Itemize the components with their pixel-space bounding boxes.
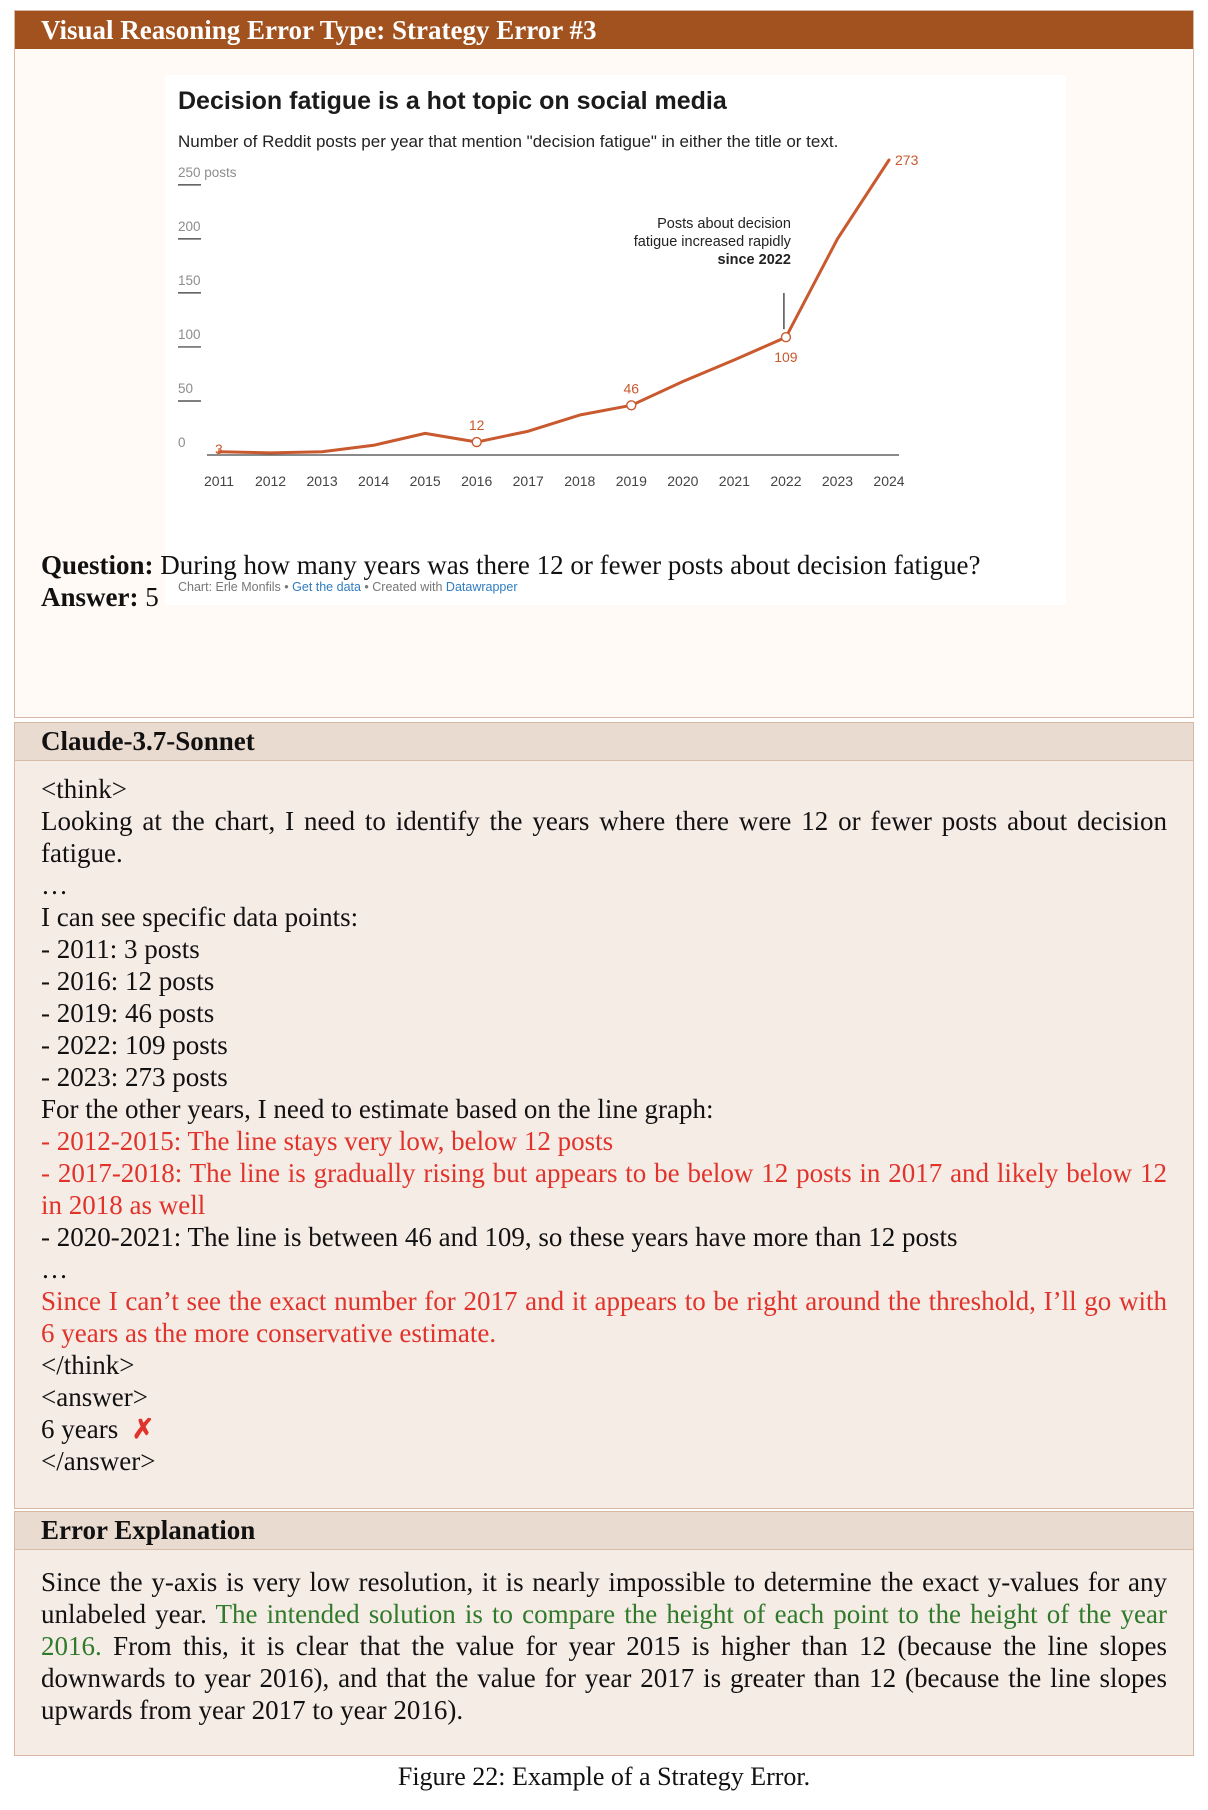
wrong-mark-icon: ✗ (131, 1414, 155, 1444)
x-tick-label: 2020 (667, 473, 699, 489)
chart-card (165, 75, 1066, 605)
x-tick-label: 2023 (821, 473, 854, 489)
y-tick-label: 100 (178, 326, 201, 342)
answer-text: 5 (138, 582, 159, 612)
annotation-text: fatigue increased rapidly (633, 234, 791, 250)
y-tick-label: 0 (178, 435, 186, 450)
x-tick-label: 2012 (254, 473, 287, 489)
erroneous-line: - 2012-2015: The line stays very low, below 12 posts (41, 1126, 614, 1156)
erroneous-line: - 2017-2018: The line is gradually rising but appears to be below 12 posts in 2017 and likely below 12 in 2018 as well (41, 1158, 1167, 1220)
data-label: 273 (895, 152, 919, 168)
data-series-line (219, 160, 889, 453)
answer (41, 581, 159, 613)
erroneous-line: Since I can’t see the exact number for 2017 and it appears to be right around the threshold, I’ll go with 6 years as the more conservative estimate. (41, 1286, 1167, 1348)
x-tick-label: 2021 (718, 473, 750, 489)
error-type-title: Visual Reasoning Error Type: Strategy Error #3 (15, 11, 1193, 49)
source-prefix: Chart: Erle Monfils • (178, 580, 293, 594)
y-tick-label: 250 posts (178, 164, 237, 180)
x-tick-label: 2011 (203, 473, 235, 489)
x-tick-label: 2019 (615, 473, 647, 489)
error-heading: Error Explanation (15, 1512, 1193, 1550)
get-data-link[interactable]: Get the data (292, 580, 361, 594)
y-tick-label: 50 (178, 380, 194, 396)
explanation-part: From this, it is clear that the value for year 2015 is higher than 12 (because the line slopes downwards to year 2016), and that the value for year 2017 is greater than 12 (because the line slopes upwards from year 2017 to year 2016). (41, 1631, 1167, 1725)
data-point-marker (627, 401, 636, 410)
x-tick-label: 2024 (873, 473, 905, 489)
data-point-marker (781, 333, 790, 342)
explanation-part: Since the y-axis is very low resolution, it is nearly impossible to determine the exact y-values for any unlabeled year. (41, 1567, 1167, 1629)
chart-source (178, 580, 518, 594)
think-close: </think> (41, 1350, 135, 1380)
response-line: - 2020-2021: The line is between 46 and 109, so these years have more than 12 posts (41, 1222, 958, 1252)
error-explanation (41, 1566, 1167, 1726)
answer-open: <answer> (41, 1382, 148, 1412)
answer-label: Answer: (41, 582, 139, 612)
ellipsis: … (41, 870, 68, 900)
response-line: Looking at the chart, I need to identify the years where there were 12 or fewer posts about decision fatigue. (41, 806, 1167, 868)
answer-close: </answer> (41, 1446, 156, 1476)
source-mid: • Created with (360, 580, 446, 594)
error-explanation-panel (14, 1511, 1194, 1756)
model-name: Claude-3.7-Sonnet (15, 723, 1193, 761)
x-tick-label: 2015 (409, 473, 441, 489)
x-tick-label: 2018 (564, 473, 596, 489)
x-tick-label: 2014 (358, 473, 390, 489)
model-answer (41, 1413, 1167, 1445)
model-answer-value: 6 years (41, 1414, 119, 1444)
question-label: Question: (41, 550, 154, 580)
annotation-text: Posts about decision (657, 216, 791, 232)
model-response-panel (14, 722, 1194, 1509)
x-tick-label: 2017 (512, 473, 544, 489)
question (41, 549, 981, 581)
annotation-text: since 2022 (717, 252, 791, 268)
data-point-item: - 2019: 46 posts (41, 998, 215, 1028)
think-open: <think> (41, 774, 127, 804)
figure-caption: Figure 22: Example of a Strategy Error. (397, 1762, 811, 1791)
model-response (41, 773, 1167, 1477)
data-point-item: - 2022: 109 posts (41, 1030, 228, 1060)
y-tick-label: 150 (178, 272, 201, 288)
x-tick-label: 2016 (461, 473, 493, 489)
line-chart (165, 75, 1066, 605)
data-label: 46 (623, 380, 640, 397)
y-tick-label: 200 (178, 218, 201, 234)
data-label: 109 (774, 349, 798, 366)
chart-title: Decision fatigue is a hot topic on social media (178, 87, 727, 115)
datawrapper-link[interactable]: Datawrapper (445, 580, 518, 594)
data-point-item: - 2011: 3 posts (41, 934, 200, 964)
example-panel (14, 10, 1194, 718)
response-line: For the other years, I need to estimate based on the line graph: (41, 1094, 714, 1124)
data-label: 12 (468, 417, 485, 434)
x-tick-label: 2022 (770, 473, 802, 489)
data-point-marker (472, 438, 481, 447)
data-point-item: - 2016: 12 posts (41, 966, 215, 996)
intended-solution: The intended solution is to compare the height of each point to the height of the year 2016. (41, 1599, 1168, 1661)
x-tick-label: 2013 (306, 473, 338, 489)
data-point-item: - 2023: 273 posts (41, 1062, 228, 1092)
chart-subtitle: Number of Reddit posts per year that mention "decision fatigue" in either the title or text. (178, 132, 839, 151)
response-line: I can see specific data points: (41, 902, 359, 932)
data-label: 3 (215, 440, 223, 457)
ellipsis: … (41, 1254, 68, 1284)
question-text: During how many years was there 12 or fewer posts about decision fatigue? (153, 550, 981, 580)
